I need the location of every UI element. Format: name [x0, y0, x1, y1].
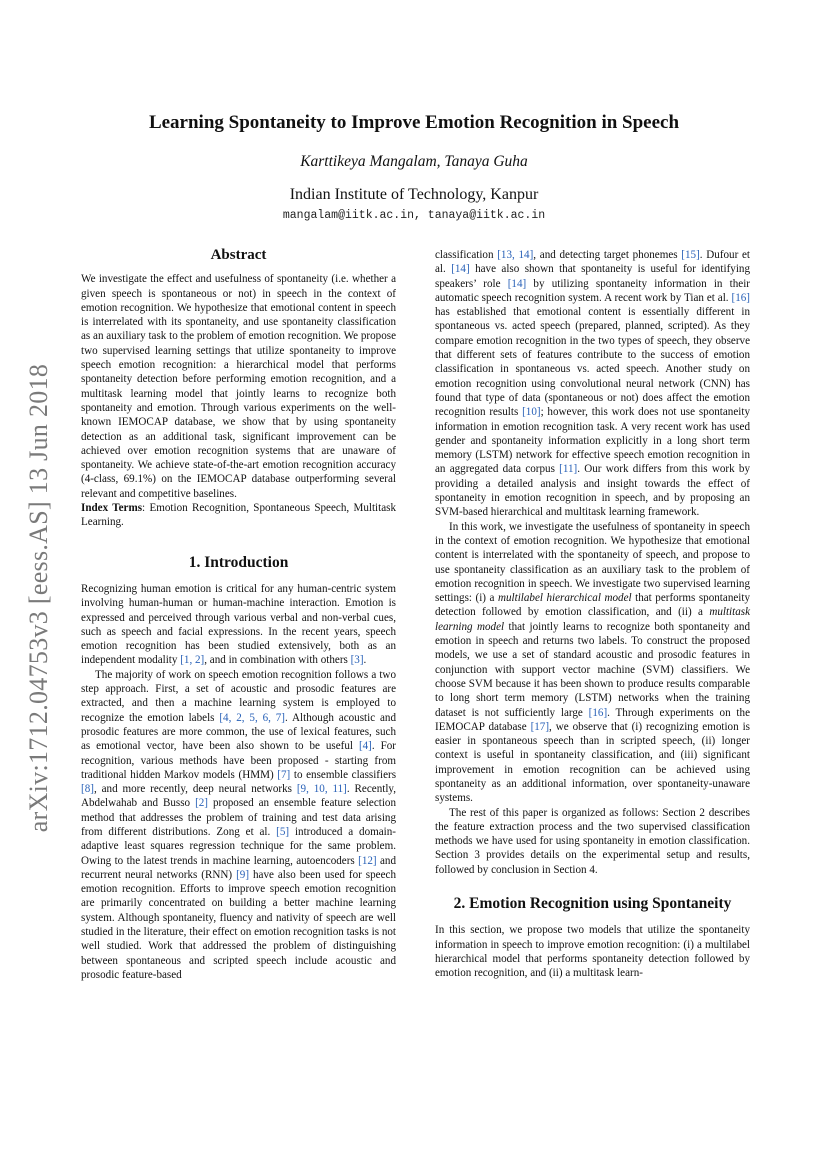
- arxiv-stamp: [14, 318, 64, 878]
- paper-title: Learning Spontaneity to Improve Emotion Recognition in Speech: [148, 112, 680, 133]
- citation-link[interactable]: [7]: [277, 768, 291, 781]
- section-2-heading: 2. Emotion Recognition using Spontaneity: [453, 895, 732, 913]
- citation-link[interactable]: [16]: [588, 706, 608, 719]
- citation-link[interactable]: [2]: [195, 797, 208, 810]
- intro-paragraph-1: Recognizing human emotion is critical for any human-centric system involving human-human or human-machine interaction. Emotion is expressed and perceived through various verbal and non-verbal cues, such as speech and facial expressions. In the recent years, speech emotion recognition has been studied extensively, both as an independent modality [1, 2], and in combination with others [3].: [81, 582, 396, 667]
- citation-link[interactable]: [9, 10, 11]: [296, 783, 347, 796]
- section-2-paragraph-1: In this section, we propose two models that utilize the spontaneity information in speech to improve emotion recognition: (i) a multilabel hierarchical model that performs spontaneity detection followed by emotion recognition, and (ii) a multitask learn-: [435, 924, 750, 980]
- abstract-text: We investigate the effect and usefulness of spontaneity (i.e. whether a given speech is spontaneous or not) in speech in the context of emotion recognition. We hypothesize that emotional content in speech is interrelated with its spontaneity, and use spontaneity classification as an auxiliary task to the problem of emotion recognition. We propose two supervised learning settings that utilize spontaneity to improve speech emotion recognition: a hierarchical model that performs spontaneity detection before performing emotion recognition, and a multitask learning model that jointly learns to recognize both spontaneity and emotion. Through various experiments on the well-known IEMOCAP database, we show that by using spontaneity detection as an additional task, significant improvement can be achieved over emotion recognition systems that are unaware of spontaneity. We achieve state-of-the-art emotion recognition accuracy (4-class, 69.1%) on the IEMOCAP database outperforming several relevant and competitive baselines.: [81, 273, 396, 500]
- paper-authors: Karttikeya Mangalam, Tanaya Guha: [300, 153, 528, 170]
- paper-affiliation: Indian Institute of Technology, Kanpur: [289, 186, 539, 203]
- abstract-heading: Abstract: [210, 247, 267, 263]
- citation-link[interactable]: [16]: [731, 291, 750, 304]
- citation-link[interactable]: [12]: [358, 854, 377, 867]
- index-terms-label: Index Terms: [81, 502, 143, 515]
- intro-paragraph-2: The majority of work on speech emotion recognition follows a two step approach. First, a set of acoustic and prosodic features are extracted, and then a machine learning system is employed to recognize the emotion labels [4, 2, 5, 6, 7]. Although acoustic and prosodic features are more common, the use of lexical features, such as emotional vector, have been also shown to be useful [4]. For recognition, various methods have been proposed - starting from traditional hidden Markov models (HMM) [7] to ensemble classifiers [8], and more recently, deep neural networks [9, 10, 11]. Recently, Abdelwahab and Busso [2] proposed an ensemble feature selection method that addresses the problem of training and test data arising from different distributions. Zong et al. [5] introduced a domain-adaptive least squares regression technique for the same problem. Owing to the latest trends in machine learning, autoencoders [12] and recurrent neural networks (RNN) [9] have also been used for speech emotion recognition. Efforts to improve speech emotion recognition are primarily concentrated on building a better machine learning system. Although spontaneity, fluency and nativity of speech are well studied in the literature, their effect on emotion recognition tasks is not well studied. Work that addressed the problem of distinguishing between spontaneous and scripted speech include acoustic and prosodic feature-based: [81, 668, 397, 981]
- index-terms-text: : Emotion Recognition, Spontaneous Speech, Multitask Learning.: [81, 502, 396, 529]
- paper-emails: mangalam@iitk.ac.in, tanaya@iitk.ac.in: [282, 209, 546, 222]
- citation-link[interactable]: [13, 14]: [497, 249, 534, 261]
- citation-link[interactable]: [14]: [507, 277, 527, 290]
- section-1-heading: 1. Introduction: [188, 553, 289, 571]
- arxiv-id: arXiv:1712.04753v3 [eess.AS] 13 Jun 2018: [24, 363, 54, 833]
- citation-link[interactable]: [17]: [530, 720, 550, 733]
- citation-link[interactable]: [9]: [236, 868, 250, 881]
- citation-link[interactable]: [1, 2]: [180, 654, 205, 667]
- citation-link[interactable]: [11]: [559, 463, 578, 476]
- citation-link[interactable]: [15]: [681, 249, 700, 261]
- intro-paragraph-2-continued: classification [13, 14], and detecting target phonemes [15]. Dufour et al. [14] have also shown that spontaneity is useful for identifying speakers’ role [14] by utilizing spontaneity information in their automatic speech recognition system. A recent work by Tian et al. [16] has established that emotional content is essentially different in spontaneous vs. acted speech (prepared, planned, scripted). As they compare emotion recognition in the two types of speech, they observe that different sets of features contribute to the success of emotion classification in spontaneous vs. acted speech. Another study on emotion recognition using convolutional neural network (CNN) has found that type of data (spontaneous or not) does affect the emotion recognition results [10]; however, this work does not use spontaneity information in emotion recognition task. A very recent work has used gender and spontaneity information explicitly in a long short term memory (LSTM) network for effective speech emotion recognition in an aggregated data corpus [11]. Our work differs from this work by providing a detailed analysis and insight towards the effect of spontaneity in emotion recognition in speech, and by proposing an SVM-based hierarchical and multitask learning framework.: [435, 249, 751, 519]
- left-column: [81, 248, 396, 982]
- citation-link[interactable]: [8]: [81, 783, 94, 796]
- index-terms: [81, 501, 396, 530]
- citation-link[interactable]: [14]: [451, 263, 470, 276]
- intro-paragraph-3: In this work, we investigate the usefulness of spontaneity in speech in the context of emotion recognition. We hypothesize that emotional content is interrelated with the spontaneity of speech, and propose to use spontaneity classification as an auxiliary task to the problem of emotion recognition in speech. We investigate two supervised learning settings: (i) a multilabel hierarchical model that performs spontaneity detection followed by emotion classification, and (ii) a multitask learning model that jointly learns to recognize both spontaneity and emotion in speech and returns two labels. To construct the proposed models, we use a set of standard acoustic and prosodic features in conjunction with support vector machine (SVM) classifiers. We choose SVM because it has been shown to produce results comparable to long short term memory (LSTM) networks when the training dataset is not sufficiently large [16]. Through experiments on the IEMOCAP database [17], we observe that (i) recognizing emotion is easier in spontaneous speech than in scripted speech, (ii) longer context is useful in spontaneity classification, and (iii) significant improvement in emotion recognition can be achieved using spontaneity as an additional information, over spontaneity-unaware systems.: [435, 520, 751, 805]
- citation-link[interactable]: [5]: [276, 825, 290, 838]
- citation-link[interactable]: [10]: [522, 406, 541, 419]
- citation-link[interactable]: [4]: [358, 740, 372, 753]
- intro-paragraph-4: The rest of this paper is organized as follows: Section 2 describes the feature extraction process and the two supervised classification methods we have used for using spontaneity in emotion classification. Section 3 provides details on the experimental setup and results, followed by conclusion in Section 4.: [435, 806, 750, 876]
- citation-link[interactable]: [3]: [350, 654, 364, 667]
- citation-link[interactable]: [4, 2, 5, 6, 7]: [219, 711, 285, 724]
- right-column: [435, 248, 750, 981]
